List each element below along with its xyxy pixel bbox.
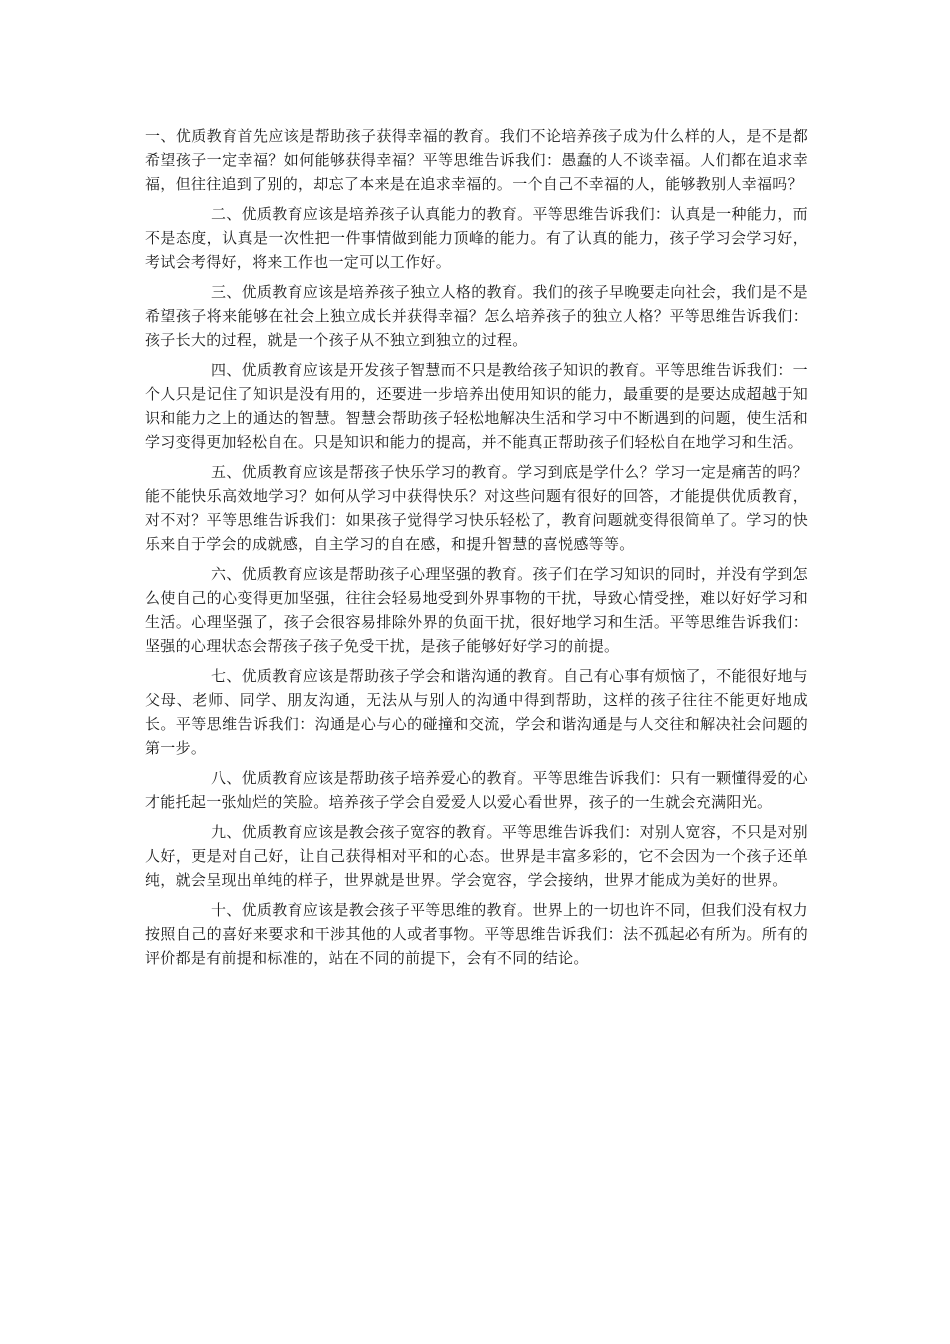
paragraph-7: 七、优质教育应该是帮助孩子学会和谐沟通的教育。自己有心事有烦恼了，不能很好地与父母、老师、同学、朋友沟通，无法从与别人的沟通中得到帮助，这样的孩子往往不能更好地成长。平等思维告诉我们：沟通是心与心的碰撞和交流，学会和谐沟通是与人交往和解决社会问题的第一步。 <box>145 667 808 757</box>
paragraph-6: 六、优质教育应该是帮助孩子心理坚强的教育。孩子们在学习知识的同时，并没有学到怎么使自己的心变得更加坚强，往往会轻易地受到外界事物的干扰，导致心情受挫，难以好好学习和生活。心理坚强了，孩子会很容易排除外界的负面干扰，很好地学习和生活。平等思维告诉我们：坚强的心理状态会帮孩子孩子免受干扰，是孩子能够好好学习的前提。 <box>145 565 808 655</box>
paragraph-5: 五、优质教育应该是帮孩子快乐学习的教育。学习到底是学什么？学习一定是痛苦的吗？能不能快乐高效地学习？如何从学习中获得快乐？对这些问题有很好的回答，才能提供优质教育，对不对？平等思维告诉我们：如果孩子觉得学习快乐轻松了，教育问题就变得很简单了。学习的快乐来自于学会的成就感，自主学习的自在感，和提升智慧的喜悦感等等。 <box>145 463 808 553</box>
paragraph-1: 一、优质教育首先应该是帮助孩子获得幸福的教育。我们不论培养孩子成为什么样的人，是不是都希望孩子一定幸福？如何能够获得幸福？平等思维告诉我们：愚蠢的人不谈幸福。人们都在追求幸福，但往往追到了别的，却忘了本来是在追求幸福的。一个自己不幸福的人，能够教别人幸福吗？ <box>145 127 808 193</box>
paragraph-4: 四、优质教育应该是开发孩子智慧而不只是教给孩子知识的教育。平等思维告诉我们：一个人只是记住了知识是没有用的，还要进一步培养出使用知识的能力，最重要的是要达成超越于知识和能力之上的通达的智慧。智慧会帮助孩子轻松地解决生活和学习中不断遇到的问题，使生活和学习变得更加轻松自在。只是知识和能力的提高，并不能真正帮助孩子们轻松自在地学习和生活。 <box>145 361 808 451</box>
paragraph-10: 十、优质教育应该是教会孩子平等思维的教育。世界上的一切也许不同，但我们没有权力按照自己的喜好来要求和干涉其他的人或者事物。平等思维告诉我们：法不孤起必有所为。所有的评价都是有前提和标准的，站在不同的前提下，会有不同的结论。 <box>145 901 808 967</box>
document-body <box>145 124 808 976</box>
paragraph-9: 九、优质教育应该是教会孩子宽容的教育。平等思维告诉我们：对别人宽容，不只是对别人好，更是对自己好，让自己获得相对平和的心态。世界是丰富多彩的，它不会因为一个孩子还单纯，就会呈现出单纯的样子，世界就是世界。学会宽容，学会接纳，世界才能成为美好的世界。 <box>145 823 808 889</box>
paragraph-2: 二、优质教育应该是培养孩子认真能力的教育。平等思维告诉我们：认真是一种能力，而不是态度，认真是一次性把一件事情做到能力顶峰的能力。有了认真的能力，孩子学习会学习好，考试会考得好，将来工作也一定可以工作好。 <box>145 205 808 271</box>
paragraph-3: 三、优质教育应该是培养孩子独立人格的教育。我们的孩子早晚要走向社会，我们是不是希望孩子将来能够在社会上独立成长并获得幸福？怎么培养孩子的独立人格？平等思维告诉我们：孩子长大的过程，就是一个孩子从不独立到独立的过程。 <box>145 283 808 349</box>
paragraph-8: 八、优质教育应该是帮助孩子培养爱心的教育。平等思维告诉我们：只有一颗懂得爱的心才能托起一张灿烂的笑脸。培养孩子学会自爱爱人以爱心看世界，孩子的一生就会充满阳光。 <box>145 769 808 811</box>
